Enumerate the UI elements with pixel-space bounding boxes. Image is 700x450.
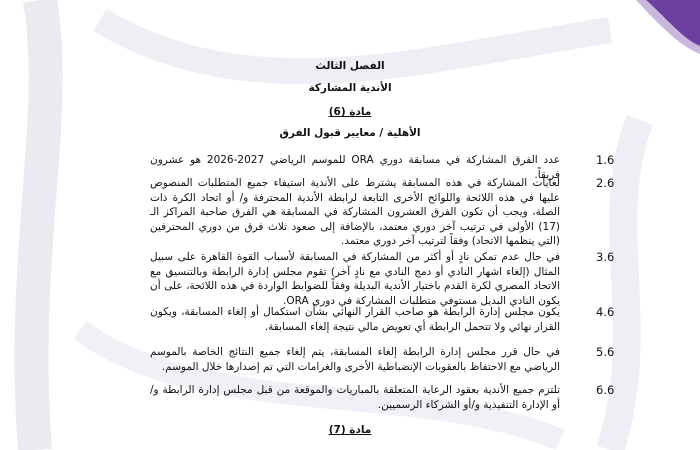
article-7-title: مادة (7)	[328, 424, 372, 436]
item-text: يكون مجلس إدارة الرابطة هو صاحب القرار النهائي بشأن استكمال أو إلغاء المسابقة، ويكون القرار نهائي ولا تتحمل الرابطة أي تعويض مالي نتيجة إلغاء المسابقة.	[150, 306, 560, 333]
item-number: 2.6	[596, 176, 615, 190]
item-text: لغايات المشاركة في هذه المسابقة يشترط على الأندية استيفاء جميع المتطلبات المنصوص عليها في هذه اللائحة واللوائح الأخرى التابعة لرابطة الأندية المحترفة و/ أو اتحاد الكرة ذات الصلة، ويجب أن تكون الفرق العشرون المشاركة في المسابقة هي الفرق صاحبة المراكز الـ (17) الأولى في ترتيب آخر دوري معتمد، بالإضافة إلى صعود ثلاث فرق من دوري المحترفين (التي ينظمها الاتحاد) وفقاً لترتيب آخر دوري معتمد.	[150, 177, 560, 247]
item-number: 4.6	[596, 305, 615, 319]
item-number: 5.6	[596, 345, 615, 359]
item-number: 3.6	[596, 250, 615, 264]
item-text: تلتزم جميع الأندية بعقود الرعاية المتعلقة بالمباريات والموقعة من قبل مجلس إدارة الرابطة و/أو الإدارة التنفيذية و/أو الشركاء الرسميين.	[150, 384, 560, 411]
item-text: في حال قرر مجلس إدارة الرابطة إلغاء المسابقة، يتم إلغاء جميع النتائج الخاصة بالموسم الرياضي مع الاحتفاظ بالعقوبات الإنضباطية الأخرى والغرامات التي تم إصدارها خلال الموسم.	[150, 346, 560, 373]
chapter-subtitle: الأندية المشاركة	[308, 82, 392, 94]
item-number: 6.6	[596, 383, 615, 397]
chapter-title: الفصل الثالث	[315, 60, 385, 72]
item-number: 1.6	[596, 153, 615, 167]
item-text: عدد الفرق المشاركة في مسابقة دوري ORA للموسم الرياضي 2027-2026 هو عشرون فريقاً.	[150, 154, 560, 181]
item-text: في حال عدم تمكن نادٍ أو أكثر من المشاركة في المسابقة لأسباب القوة القاهرة على سبيل المثال (إلغاء اشهار النادي أو دمج النادي مع نادٍ آخر) تقوم مجلس إدارة الرابطة وبالتنسيق مع الاتحاد المصري لكرة القدم باختيار الأندية البديلة وفقاً للضوابط الواردة في هذه اللائحة، على أن يكون النادي البديل مستوفي متطلبات المشاركة في دوري ORA.	[150, 251, 560, 307]
article-6-heading: الأهلية / معايير قبول الفرق	[279, 127, 421, 139]
article-6-title: مادة (6)	[328, 106, 372, 118]
